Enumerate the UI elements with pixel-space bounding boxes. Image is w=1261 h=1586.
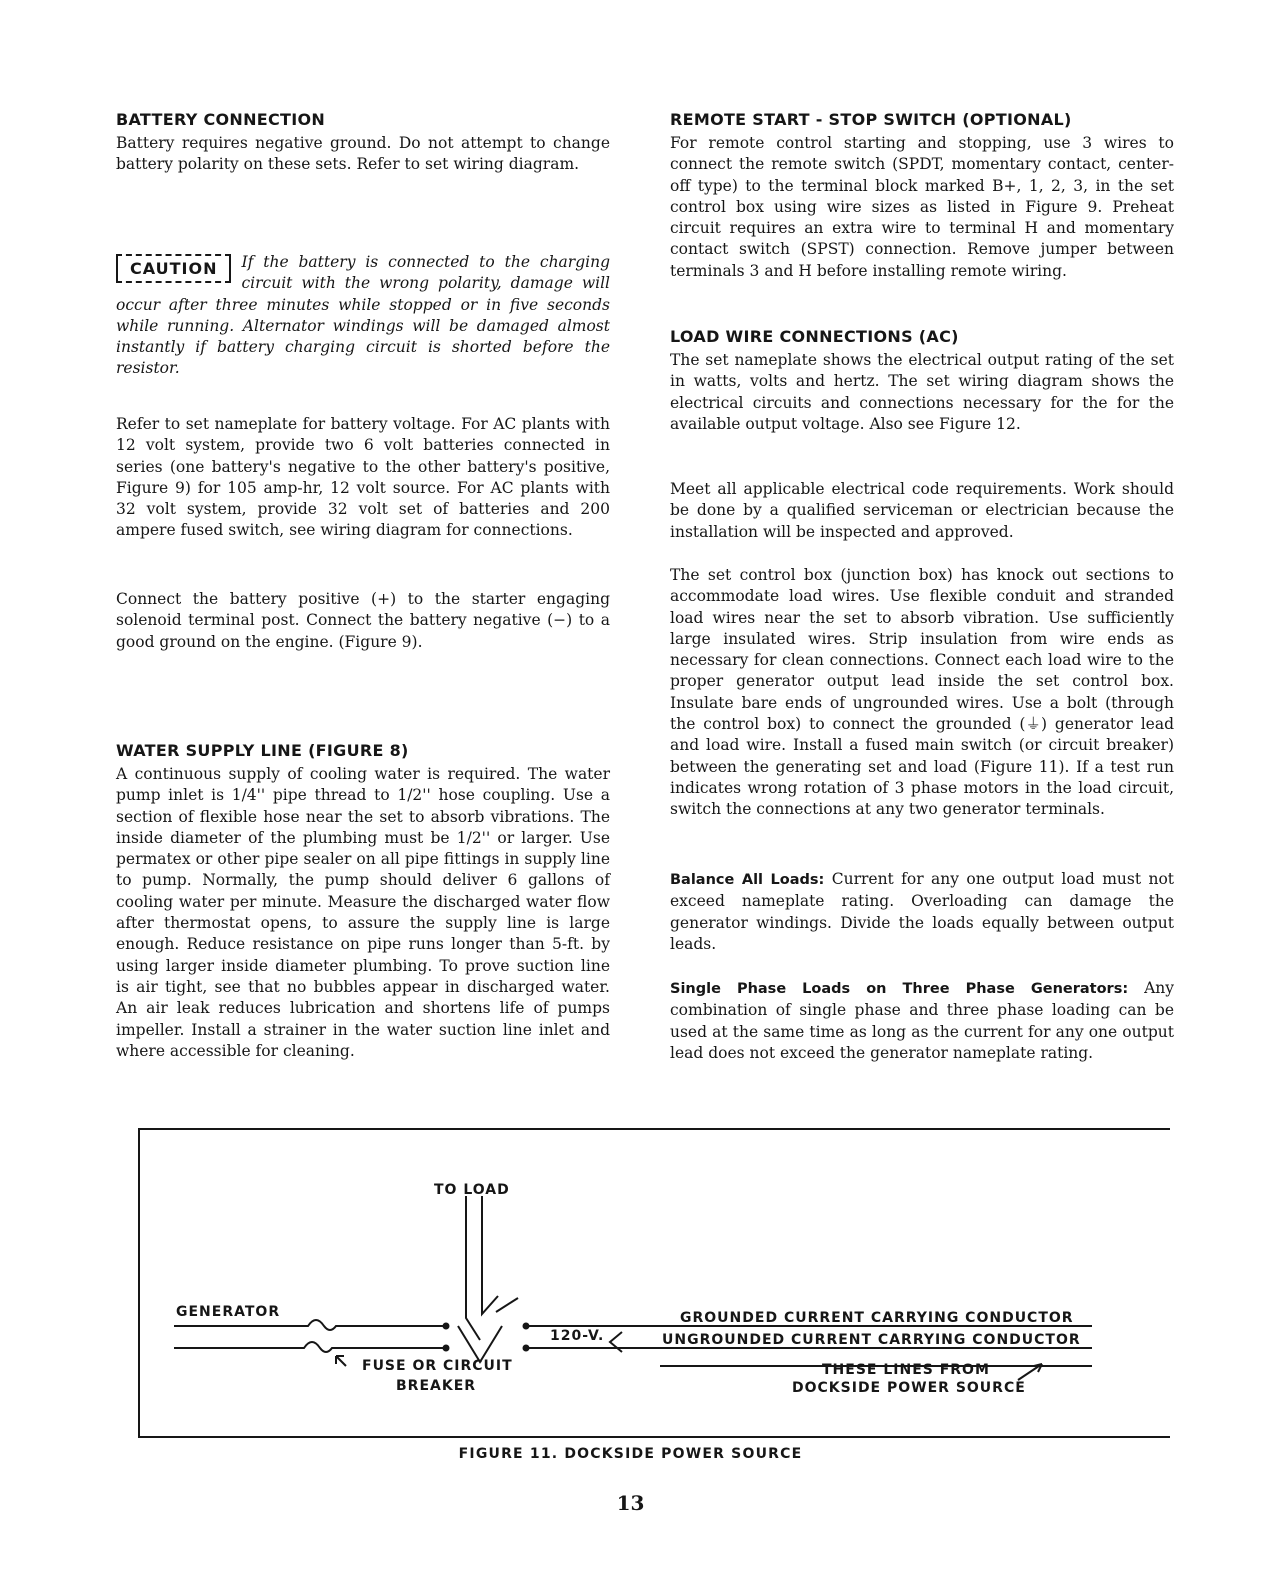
caution-text: If the battery is connected to the charging circuit with the wrong polarity, damage will occur after three minutes while stopped or in five seconds while running. Alternator windings will be damaged almost instantly if battery charging circuit is shorted before the resistor. [116, 253, 610, 378]
code-paragraph: Meet all applicable electrical code requirements. Work should be done by a qualified serviceman or electrician because the installation will be inspected and approved. [670, 480, 1174, 541]
water-supply-section [116, 740, 610, 1062]
balance-lead: Balance All Loads: [670, 872, 825, 888]
balance-text: Current for any one output load must not exceed nameplate rating. Overloading can damage the generator windings. Divide the loads equally between output leads. [670, 870, 1174, 953]
remote-heading: REMOTE START - STOP SWITCH (OPTIONAL) [670, 110, 1072, 129]
single-phase-lead: Single Phase Loads on Three Phase Generators: [670, 981, 1129, 997]
generator-line-top [174, 1320, 446, 1330]
load-paragraph: The set nameplate shows the electrical output rating of the set in watts, volts and hertz. The set wiring diagram shows the electrical circuits and connections necessary for the for the available output voltage. Also see Figure 12. [670, 351, 1174, 433]
battery-connect-section [116, 589, 610, 653]
control-box-section [670, 565, 1174, 821]
transfer-switch [458, 1326, 502, 1362]
connect-paragraph: Connect the battery positive (+) to the starter engaging solenoid terminal post. Connect the battery negative (−) to a good ground on the engine. (Figure 9). [116, 590, 610, 651]
load-wire-section [670, 326, 1174, 435]
ungrounded-label: UNGROUNDED CURRENT CARRYING CONDUCTOR [662, 1332, 1081, 1348]
single-phase-text: Any combination of single phase and three phase loading can be used at the same time as long as the current for any one output lead does not exceed the generator nameplate rating. [670, 979, 1174, 1062]
remote-section [670, 109, 1174, 282]
battery-voltage-section [116, 414, 610, 542]
voltage-label: 120-V. [550, 1328, 605, 1344]
fuse-label-line2: BREAKER [396, 1378, 477, 1394]
fuse-label-line1: FUSE OR CIRCUIT [362, 1358, 513, 1374]
generator-line-bottom [174, 1342, 446, 1352]
remote-paragraph: For remote control starting and stopping, use 3 wires to connect the remote switch (SPDT, momentary contact, center-off type) to the terminal block marked B+, 1, 2, 3, in the set control box using wire sizes as listed in Figure 9. Preheat circuit requires an extra wire to terminal H and momentary contact switch (SPST) connection. Remove jumper between terminals 3 and H before installing remote wiring. [670, 134, 1174, 280]
to-load-label: TO LOAD [434, 1182, 510, 1198]
load-heading: LOAD WIRE CONNECTIONS (AC) [670, 327, 959, 346]
balance-paragraph [670, 869, 1174, 955]
grounded-label: GROUNDED CURRENT CARRYING CONDUCTOR [680, 1310, 1074, 1326]
page-number: 13 [616, 1491, 645, 1515]
dockside-label-line1: THESE LINES FROM [822, 1362, 990, 1378]
single-phase-section [670, 978, 1174, 1064]
control-paragraph: The set control box (junction box) has knock out sections to accommodate load wires. Use flexible conduit and stranded load wires near the set to absorb vibration. Use sufficiently large insulated wires. Strip insulation from wire ends as necessary for clean connections. Connect each load wire to the proper generator output lead inside the set control box. Insulate bare ends of ungrounded wires. Use a bolt (through the control box) to connect the grounded (⏚) generator lead and load wire. Install a fused main switch (or circuit breaker) between the generating set and load (Figure 11). If a test run indicates wrong rotation of 3 phase motors in the load circuit, switch the connections at any two generator terminals. [670, 566, 1174, 819]
battery-heading: BATTERY CONNECTION [116, 110, 326, 129]
water-heading: WATER SUPPLY LINE (FIGURE 8) [116, 741, 409, 760]
water-paragraph: A continuous supply of cooling water is required. The water pump inlet is 1/4'' pipe thread to 1/2'' hose coupling. Use a section of flexible hose near the set to absorb vibrations. The inside diameter of the plumbing must be 1/2'' or larger. Use permatex or other pipe sealer on all pipe fittings in supply line to pump. Normally, the pump should deliver 6 gallons of cooling water per minute. Measure the discharged water flow after thermostat opens, to assure the supply line is large enough. Reduce resistance on pipe runs longer than 5-ft. by using larger inside diameter plumbing. To prove suction line is air tight, see that no bubbles appear in discharged water. An air leak reduces lubrication and shortens life of pumps impeller. Install a strainer in the water suction line inlet and where accessible for cleaning. [116, 765, 610, 1060]
dockside-label-line2: DOCKSIDE POWER SOURCE [792, 1380, 1026, 1396]
battery-paragraph: Battery requires negative ground. Do not attempt to change battery polarity on these sets. Refer to set wiring diagram. [116, 134, 610, 174]
figure-11 [138, 1128, 1170, 1438]
generator-label: GENERATOR [176, 1304, 281, 1320]
load-line-left [466, 1196, 480, 1340]
figure-caption: FIGURE 11. DOCKSIDE POWER SOURCE [458, 1446, 803, 1462]
code-section [670, 479, 1174, 543]
battery-section [116, 109, 610, 176]
caution-block [116, 252, 610, 380]
balance-section [670, 869, 1174, 955]
load-line-right [482, 1196, 498, 1314]
single-phase-paragraph [670, 978, 1174, 1064]
voltage-paragraph: Refer to set nameplate for battery voltage. For AC plants with 12 volt system, provide two 6 volt batteries connected in series (one battery's negative to the other battery's positive, Figure 9) for 105 amp-hr, 12 volt source. For AC plants with 32 volt system, provide 32 volt set of batteries and 200 ampere fused switch, see wiring diagram for connections. [116, 415, 610, 540]
caution-label: CAUTION [116, 254, 231, 283]
